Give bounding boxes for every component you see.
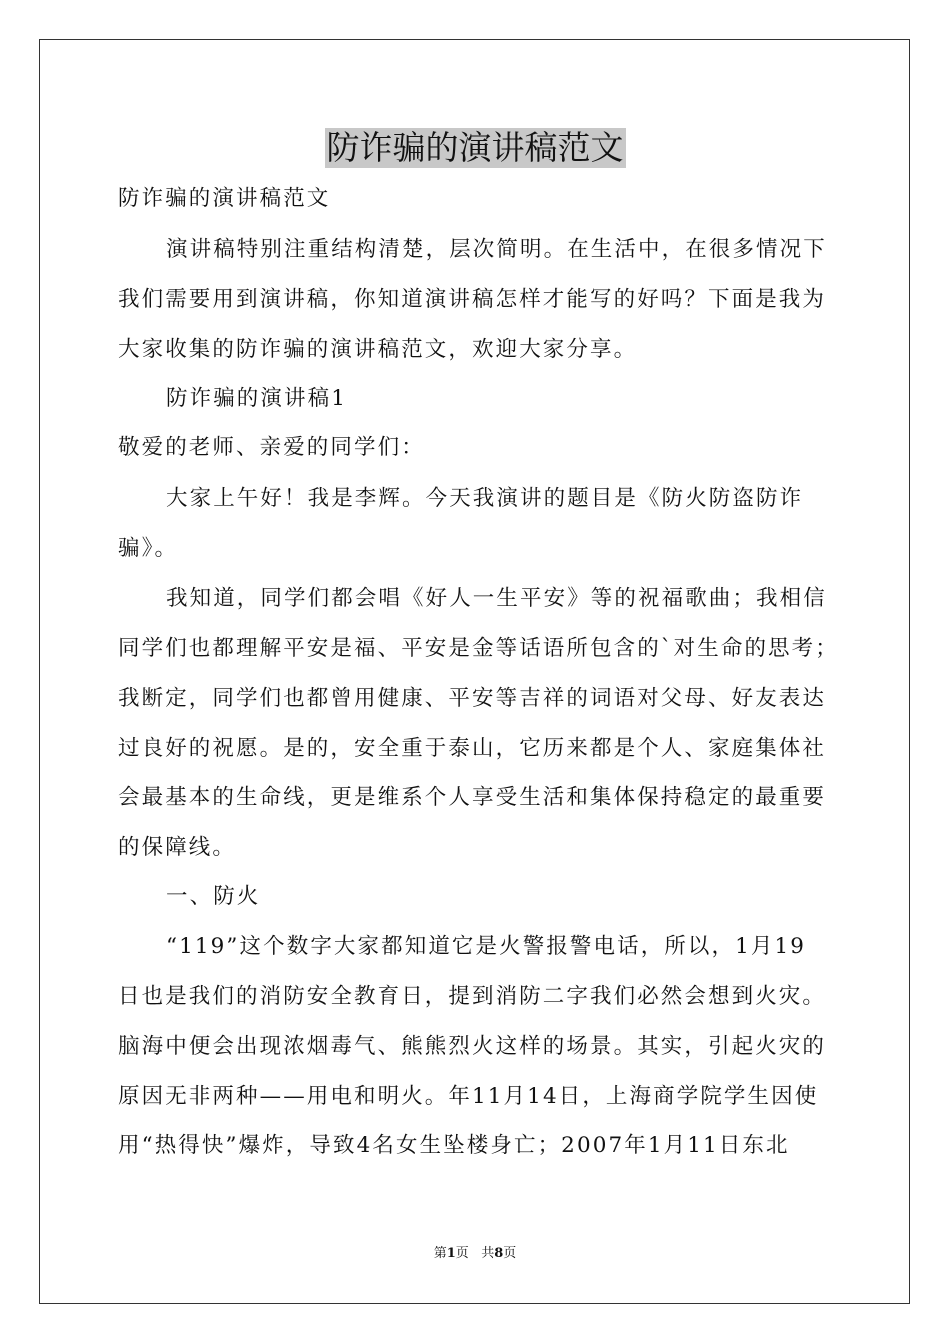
page-total: 8 bbox=[494, 1246, 504, 1261]
document-title: 防诈骗的演讲稿范文 bbox=[326, 128, 624, 167]
subtitle-line: 防诈骗的演讲稿范文 bbox=[118, 186, 331, 211]
paragraph-line: “119”这个数字大家都知道它是火警报警电话，所以，1月19 bbox=[166, 934, 807, 959]
paragraph-line: 演讲稿特别注重结构清楚，层次简明。在生活中，在很多情况下 bbox=[166, 237, 827, 262]
total-prefix: 共 bbox=[481, 1246, 495, 1261]
paragraph-line: 骗》。 bbox=[118, 536, 179, 561]
section-heading: 防诈骗的演讲稿1 bbox=[166, 386, 347, 411]
paragraph-line: 我们需要用到演讲稿，你知道演讲稿怎样才能写的好吗？下面是我为 bbox=[118, 287, 827, 312]
paragraph-line: 同学们也都理解平安是福、平安是金等话语所包含的`对生命的思考； bbox=[118, 636, 839, 661]
page-current: 1 bbox=[446, 1246, 456, 1261]
page-prefix: 第 bbox=[433, 1246, 447, 1261]
page-footer bbox=[0, 1245, 950, 1263]
salutation-line: 敬爱的老师、亲爱的同学们： bbox=[118, 435, 425, 460]
section-heading: 一、防火 bbox=[166, 884, 261, 909]
title-container bbox=[0, 128, 950, 168]
paragraph-line: 大家上午好！我是李辉。今天我演讲的题目是《防火防盗防诈 bbox=[166, 486, 804, 511]
paragraph-line: 我知道，同学们都会唱《好人一生平安》等的祝福歌曲；我相信 bbox=[166, 586, 827, 611]
paragraph-line: 用“热得快”爆炸，导致4名女生坠楼身亡；2007年1月11日东北 bbox=[118, 1133, 790, 1158]
paragraph-line: 日也是我们的消防安全教育日，提到消防二字我们必然会想到火灾。 bbox=[118, 984, 827, 1009]
paragraph-line: 的保障线。 bbox=[118, 835, 237, 860]
total-suffix: 页 bbox=[503, 1246, 517, 1261]
paragraph-line: 我断定，同学们也都曾用健康、平安等吉祥的词语对父母、好友表达 bbox=[118, 686, 827, 711]
paragraph-line: 原因无非两种——用电和明火。年11月14日，上海商学院学生因使 bbox=[118, 1084, 819, 1109]
paragraph-line: 会最基本的生命线，更是维系个人享受生活和集体保持稳定的最重要 bbox=[118, 785, 827, 810]
paragraph-line: 脑海中便会出现浓烟毒气、熊熊烈火这样的场景。其实，引起火灾的 bbox=[118, 1034, 827, 1059]
page-border bbox=[39, 39, 910, 1304]
paragraph-line: 大家收集的防诈骗的演讲稿范文，欢迎大家分享。 bbox=[118, 337, 638, 362]
paragraph-line: 过良好的祝愿。是的，安全重于泰山，它历来都是个人、家庭集体社 bbox=[118, 736, 827, 761]
page-suffix: 页 bbox=[455, 1246, 469, 1261]
